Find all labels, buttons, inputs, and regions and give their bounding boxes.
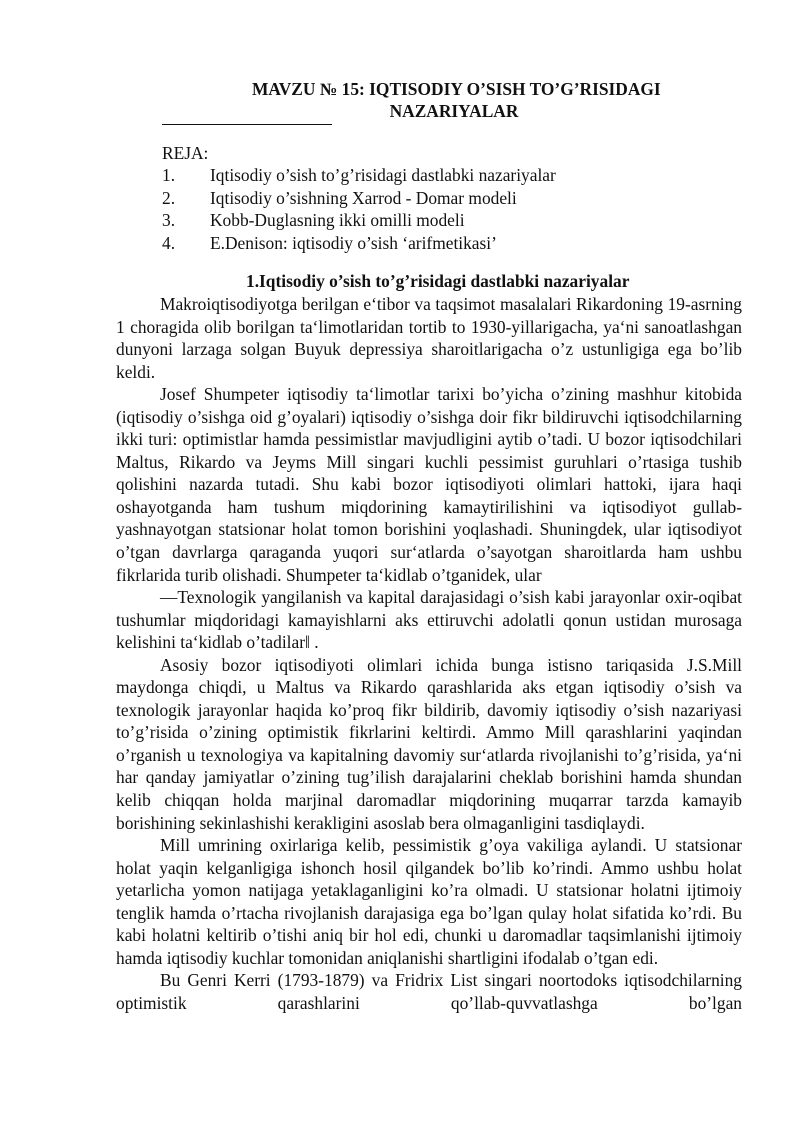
paragraph: Asosiy bozor iqtisodiyoti olimlari ichida bunga istisno tariqasida J.S.Mill maydonga chiqdi, u Maltus va Rikardo qarashlarida aks etgan iqtisodiy o’sish va texnologik jarayonlar haqida ko’proq fikr bildirib, davomiy iqtisodiy o’sish nazariyasi to’g’risida o’zining optimistik fikrlarini keltirdi. Ammo Mill qarashlarini yaqindan o’rganish u texnologiya va kapitalning davomiy sur‘atlarda rivojlanishi to’g’risida, ya‘ni har qanday jamiyatlar o’zining tug’ilish darajalarini cheklab borishini hamda shundan kelib chiqqan holda marjinal daromadlar miqdorining muqarrar tarzda kamayib borishining sekinlashishi kerakligini asoslab bera olmaganligini tasdiqlaydi. [116,654,742,833]
plan-item-text: E.Denison: iqtisodiy o’sish ‘arifmetikasi’ [210,232,497,253]
paragraph: Mill umrining oxirlariga kelib, pessimistik g’oya vakiliga aylandi. U statsionar holat yaqin kelganligiga ishonch hosil qilgandek bo’lib ko’rindi. Ammo ushbu holat yetarlicha yomon natijaga yetaklaganligini ko’ra olmadi. U statsionar holatni ijtimoiy tenglik hamda o’rtacha rivojlanish darajasiga ega bo’lgan qulay holat sifatida ko’rdi. Bu kabi holatni keltirib o’tishi aniq bir hol edi, chunki u daromadlar taqsimlanishi ijtimoiy hamda iqtisodiy kuchlar tomonidan aniqlanishi shartligini ifodalab o’tgan edi. [116,835,742,968]
paragraph: Bu Genri Kerri (1793-1879) va Fridrix List singari noortodoks iqtisodchilarning optimistik qarashlarini qo’llab-quvvatlashga bo’lgan [116,970,742,1013]
plan-item-text: Kobb-Duglasning ikki omilli modeli [210,210,465,231]
plan-item [162,209,556,232]
paragraph: Makroiqtisodiyotga berilgan e‘tibor va taqsimot masalalari Rikardoning 19-asrning 1 choragida olib borilgan ta‘limotlaridan tortib to 1930-yillarigacha, ya‘ni sanoatlashgan dunyoni larzaga solgan Buyuk depressiya sharoitlarigacha o’z ustunligiga ega bo’lib keldi. [116,294,742,382]
plan-heading: REJA: [162,143,209,163]
document-title [160,78,748,122]
paragraph: ―Texnologik yangilanish va kapital darajasidagi o’sish kabi jarayonlar oxir-oqibat tushumlar miqdoridagi kamayishlarni aks ettiruvchi adolatli qonun ustidan murosaga kelishini ta‘kidlab o’tadilar‖ . [116,587,742,653]
plan-list [162,164,556,254]
plan-item-number: 4. [162,232,176,253]
title-underline [162,124,332,125]
title-line-1: MAVZU № 15: IQTISODIY O’SISH TO’G’RISIDAGI [252,79,661,99]
plan-item [162,232,556,255]
title-line-2: NAZARIYALAR [389,101,519,121]
plan-item [162,164,556,187]
plan-item-number: 2. [162,187,176,208]
plan-item-number: 3. [162,210,176,231]
plan-item-number: 1. [162,165,176,185]
paragraph: Josef Shumpeter iqtisodiy ta‘limotlar tarixi bo’yicha o’zining mashhur kitobida (iqtisodiy o’sishga oid g’oyalari) iqtisodiy o’sishga doir fikr bildiruvchi iqtisodchilarning ikki turi: optimistlar hamda pessimistlar mavjudligini aytib o’tadi. U bozor iqtisodchilari Maltus, Rikardo va Jeyms Mill singari kuchli pessimist guruhlari o’rtasiga tushib qolishini nazarda tutadi. Shu kabi bozor iqtisodiyoti olimlari hattoki, ijara haqi oshayotganda ham tushum miqdorining kamaytirilishini va iqtisodiyot gullab-yashnayotgan statsionar holat tomon borishini yoqlashadi. Shuningdek, ular iqtisodiyot o’tgan davrlarga qaraganda yuqori sur‘atlarda o’sayotgan sharoitlarda ham ushbu fikrlarida turib olishadi. Shumpeter ta‘kidlab o’tganidek, ular [116,384,742,585]
body-text [116,293,742,1015]
plan-item [162,187,556,210]
plan-item-text: Iqtisodiy o’sishning Xarrod - Domar modeli [210,187,517,208]
plan-item-text: Iqtisodiy o’sish to’g’risidagi dastlabki nazariyalar [210,165,556,185]
section-heading: 1.Iqtisodiy o’sish to’g’risidagi dastlabki nazariyalar [246,271,630,291]
